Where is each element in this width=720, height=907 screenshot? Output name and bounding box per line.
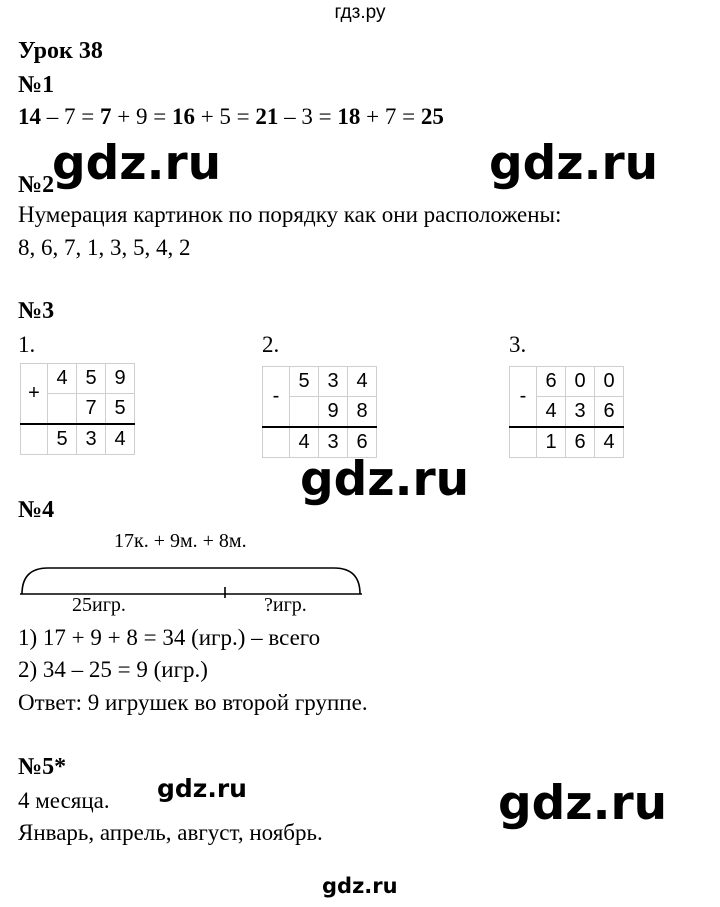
result-digit: 1	[537, 427, 566, 458]
digit: 3	[566, 397, 595, 428]
answer-number: 14	[18, 104, 41, 129]
example-3-number: 3.	[509, 332, 527, 357]
column-subtraction-2	[262, 366, 377, 458]
digit: 9	[319, 397, 348, 428]
task5-line1: 4 месяца.	[18, 788, 110, 813]
site-header: гдз.ру	[334, 2, 386, 23]
digit: 8	[348, 397, 377, 428]
example-2-number: 2.	[262, 332, 280, 357]
task5-label: №5*	[18, 754, 67, 780]
result-digit: 6	[566, 427, 595, 458]
result-digit: 4	[595, 427, 624, 458]
answer-number: 18	[337, 104, 361, 129]
answer-number: 21	[255, 104, 279, 129]
task4-label: №4	[18, 497, 55, 523]
watermark: gdz.ru	[157, 774, 247, 803]
digit: 3	[319, 367, 348, 397]
digit: 4	[537, 397, 566, 428]
watermark: gdz.ru	[52, 136, 222, 191]
task1-label: №1	[18, 72, 55, 98]
example-1-number: 1.	[18, 332, 36, 357]
digit	[48, 394, 77, 425]
task5-line2: Январь, апрель, август, ноябрь.	[18, 820, 323, 845]
result-digit: 3	[319, 427, 348, 458]
operator-sign: -	[510, 367, 537, 428]
watermark: gdz.ru	[300, 452, 470, 507]
operator-sign: -	[263, 367, 290, 428]
task4-solution-line-2: 2) 34 – 25 = 9 (игр.)	[18, 657, 208, 682]
digit: 0	[595, 367, 624, 397]
digit: 9	[106, 364, 135, 394]
watermark: gdz.ru	[322, 874, 398, 898]
task3-label: №3	[18, 298, 55, 324]
segment-label-1: 25игр.	[72, 594, 126, 616]
column-subtraction-3	[509, 366, 624, 458]
digit: 6	[537, 367, 566, 397]
result-digit: 4	[106, 424, 135, 455]
digit: 4	[48, 364, 77, 394]
operator-sign: +	[21, 364, 48, 425]
digit: 0	[566, 367, 595, 397]
equation-part: – 7 =	[41, 104, 100, 129]
column-addition-1	[20, 363, 135, 455]
task4-solution-line-1: 1) 17 + 9 + 8 = 34 (игр.) – всего	[18, 625, 321, 650]
task1-equation-chain	[18, 104, 444, 130]
digit: 6	[595, 397, 624, 428]
equation-part: – 3 =	[278, 104, 338, 129]
task2-line2: 8, 6, 7, 1, 3, 5, 4, 2	[18, 235, 191, 260]
digit: 7	[77, 394, 106, 425]
equation-part: + 9 =	[111, 104, 172, 129]
answer-number: 7	[99, 104, 112, 129]
equation-part: + 7 =	[360, 104, 421, 129]
digit: 4	[348, 367, 377, 397]
digit: 5	[106, 394, 135, 425]
task2-label: №2	[18, 172, 55, 198]
result-digit: 6	[348, 427, 377, 458]
watermark: gdz.ru	[489, 136, 659, 191]
equation-part: + 5 =	[194, 104, 256, 129]
result-digit: 3	[77, 424, 106, 455]
watermark: gdz.ru	[498, 776, 668, 831]
answer-number: 16	[171, 104, 195, 129]
digit: 5	[290, 367, 319, 397]
task4-answer: Ответ: 9 игрушек во второй группе.	[18, 690, 368, 715]
brace-arc	[22, 568, 360, 594]
segment-diagram	[18, 554, 368, 598]
digit	[290, 397, 319, 428]
answer-number: 25	[420, 104, 444, 129]
task2-line1: Нумерация картинок по порядку как они расположены:	[18, 202, 562, 227]
brace-label: 17к. + 9м. + 8м.	[114, 530, 247, 552]
result-digit: 4	[290, 427, 319, 458]
segment-label-2: ?игр.	[264, 594, 307, 616]
result-digit: 5	[48, 424, 77, 455]
lesson-title: Урок 38	[18, 38, 103, 64]
digit: 5	[77, 364, 106, 394]
